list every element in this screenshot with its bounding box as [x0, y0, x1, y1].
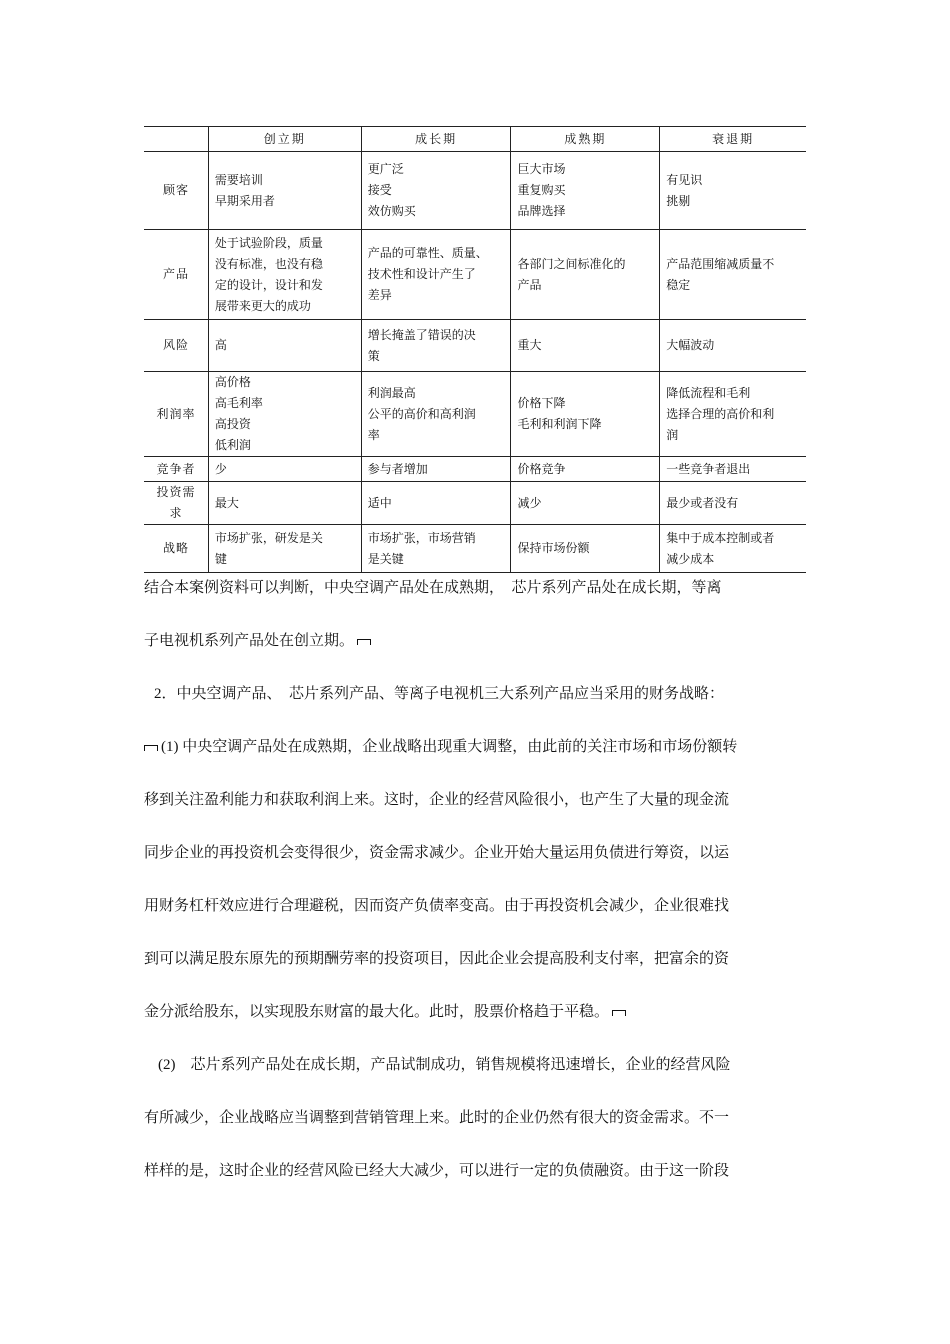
- row-label: 利润率: [144, 372, 208, 457]
- header-cell-startup: 创立期: [208, 127, 361, 152]
- table-cell: 更广泛 接受 效仿购买: [361, 152, 511, 230]
- table-cell: 适中: [361, 482, 511, 525]
- table-header-row: [144, 127, 806, 152]
- text-line: 结合本案例资料可以判断，中央空调产品处在成熟期， 芯片系列产品处在成长期，等离: [144, 580, 722, 596]
- row-label: 竞争者: [144, 457, 208, 482]
- text-line: (1) 中央空调产品处在成熟期，企业战略出现重大调整，由此前的关注市场和市场份额转: [144, 721, 808, 774]
- table-cell: 市场扩张，研发是关 键: [208, 525, 361, 573]
- paragraph-mark-icon: [612, 1010, 626, 1016]
- table-cell: 增长掩盖了错误的决 策: [361, 320, 511, 372]
- table-cell: 大幅波动: [660, 320, 806, 372]
- table-cell: 降低流程和毛利 选择合理的高价和利 润: [660, 372, 806, 457]
- table-cell: 有见识 挑剔: [660, 152, 806, 230]
- paragraph-heading-2: [144, 668, 808, 721]
- table-row-product: [144, 230, 806, 320]
- text-line: 到可以满足股东原先的预期酬劳率的投资项目，因此企业会提高股利支付率，把富余的资: [144, 951, 730, 967]
- table-cell: 集中于成本控制或者 减少成本: [660, 525, 806, 573]
- table-row-investment: [144, 482, 806, 525]
- table-cell: 各部门之间标准化的 产品: [511, 230, 660, 320]
- table-cell: 减少: [511, 482, 660, 525]
- table-cell: 重大: [511, 320, 660, 372]
- paragraph-conclusion: [144, 562, 808, 668]
- paragraph-mature-strategy: [144, 721, 808, 1039]
- text-line: 同步企业的再投资机会变得很少，资金需求减少。企业开始大量运用负债进行筹资，以运: [144, 845, 730, 861]
- row-label: 战略: [144, 525, 208, 573]
- table-cell: 最大: [208, 482, 361, 525]
- text-line: 2．中央空调产品、 芯片系列产品、等离子电视机三大系列产品应当采用的财务战略：: [154, 686, 725, 702]
- text-line: 用财务杠杆效应进行合理避税，因而资产负债率变高。由于再投资机会减少，企业很难找: [144, 898, 730, 914]
- table-cell: 高: [208, 320, 361, 372]
- table-row-margin: [144, 372, 806, 457]
- table-cell: 需要培训 早期采用者: [208, 152, 361, 230]
- text-line: 移到关注盈利能力和获取利润上来。这时，企业的经营风险很小，也产生了大量的现金流: [144, 792, 730, 808]
- header-cell-mature: 成熟期: [511, 127, 660, 152]
- table-cell: 产品范围缩减质量不 稳定: [660, 230, 806, 320]
- text-line: 有所减少，企业战略应当调整到营销管理上来。此时的企业仍然有很大的资金需求。不一: [144, 1110, 730, 1126]
- table-cell: 一些竞争者退出: [660, 457, 806, 482]
- table-row-risk: [144, 320, 806, 372]
- table-cell: 市场扩张，市场营销 是关键: [361, 525, 511, 573]
- text-line: 金分派给股东，以实现股东财富的最大化。此时，股票价格趋于平稳。: [144, 986, 808, 1039]
- paragraph-mark-icon: [144, 745, 158, 751]
- table-cell: 参与者增加: [361, 457, 511, 482]
- row-label: 风险: [144, 320, 208, 372]
- table-cell: 最少或者没有: [660, 482, 806, 525]
- table-cell: 巨大市场 重复购买 品牌选择: [511, 152, 660, 230]
- table-cell: 利润最高 公平的高价和高利润 率: [361, 372, 511, 457]
- text-line: (2) 芯片系列产品处在成长期，产品试制成功，销售规模将迅速增长，企业的经营风险: [158, 1057, 731, 1073]
- row-label: 投资需求: [144, 482, 208, 525]
- table-cell: 价格竞争: [511, 457, 660, 482]
- table-cell: 保持市场份额: [511, 525, 660, 573]
- table-cell: 高价格 高毛利率 高投资 低利润: [208, 372, 361, 457]
- row-label: 产品: [144, 230, 208, 320]
- table-row-customers: [144, 152, 806, 230]
- header-cell-decline: 衰退期: [660, 127, 806, 152]
- table-cell: 价格下降 毛利和利润下降: [511, 372, 660, 457]
- header-cell-growth: 成长期: [361, 127, 511, 152]
- header-cell-empty: [144, 127, 208, 152]
- paragraph-mark-icon: [357, 639, 371, 645]
- lifecycle-table: [144, 126, 806, 573]
- row-label: 顾客: [144, 152, 208, 230]
- text-line: 样样的是，这时企业的经营风险已经大大减少，可以进行一定的负债融资。由于这一阶段: [144, 1163, 730, 1179]
- table-row-competitors: [144, 457, 806, 482]
- table-cell: 产品的可靠性、质量、 技术性和设计产生了 差异: [361, 230, 511, 320]
- text-line: 子电视机系列产品处在创立期。: [144, 615, 808, 668]
- table-cell: 少: [208, 457, 361, 482]
- table-cell: 处于试验阶段，质量 没有标准，也没有稳 定的设计，设计和发 展带来更大的成功: [208, 230, 361, 320]
- paragraph-growth-strategy: [144, 1039, 808, 1198]
